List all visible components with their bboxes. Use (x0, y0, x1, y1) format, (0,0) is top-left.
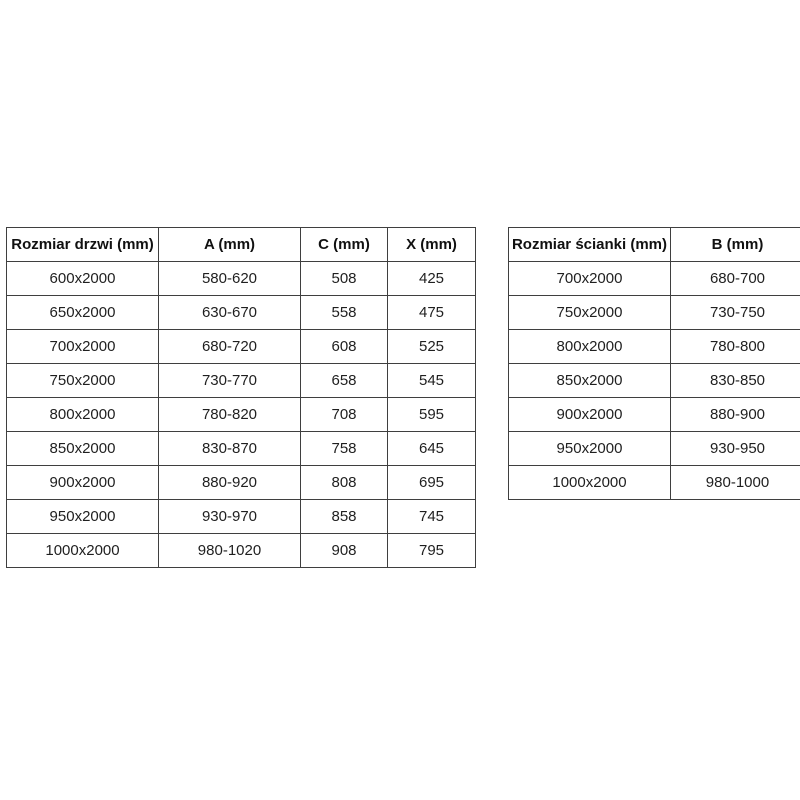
table-cell: 780-820 (159, 398, 301, 432)
table-cell: 680-700 (671, 262, 800, 296)
table-cell: 830-850 (671, 364, 800, 398)
table-cell: 858 (301, 500, 388, 534)
table-cell: 908 (301, 534, 388, 568)
table-cell: 708 (301, 398, 388, 432)
table-cell: 850x2000 (509, 364, 671, 398)
table-row (509, 466, 800, 500)
table-cell: 580-620 (159, 262, 301, 296)
door-size-table (6, 227, 476, 568)
table-cell: 800x2000 (7, 398, 159, 432)
table-cell: 525 (388, 330, 476, 364)
table-cell: 808 (301, 466, 388, 500)
table-row (509, 262, 800, 296)
column-header: Rozmiar drzwi (mm) (7, 228, 159, 262)
table-cell: 950x2000 (7, 500, 159, 534)
table-cell: 425 (388, 262, 476, 296)
table-row (509, 364, 800, 398)
table-row (509, 296, 800, 330)
column-header: Rozmiar ścianki (mm) (509, 228, 671, 262)
table-cell: 880-900 (671, 398, 800, 432)
table-row (509, 398, 800, 432)
table-row (509, 432, 800, 466)
table-cell: 750x2000 (7, 364, 159, 398)
table-cell: 795 (388, 534, 476, 568)
table-cell: 750x2000 (509, 296, 671, 330)
table-row (509, 330, 800, 364)
table-cell: 630-670 (159, 296, 301, 330)
table-cell: 658 (301, 364, 388, 398)
table-cell: 900x2000 (509, 398, 671, 432)
table-cell: 930-950 (671, 432, 800, 466)
table-cell: 545 (388, 364, 476, 398)
table-cell: 1000x2000 (509, 466, 671, 500)
table-cell: 745 (388, 500, 476, 534)
table-cell: 900x2000 (7, 466, 159, 500)
table-cell: 650x2000 (7, 296, 159, 330)
table-cell: 950x2000 (509, 432, 671, 466)
table-row (7, 466, 476, 500)
table-cell: 595 (388, 398, 476, 432)
table-cell: 830-870 (159, 432, 301, 466)
table-cell: 980-1000 (671, 466, 800, 500)
table-cell: 758 (301, 432, 388, 466)
column-header: A (mm) (159, 228, 301, 262)
table-cell: 980-1020 (159, 534, 301, 568)
table-row (7, 262, 476, 296)
table-cell: 930-970 (159, 500, 301, 534)
table-cell: 558 (301, 296, 388, 330)
table-cell: 695 (388, 466, 476, 500)
table-cell: 800x2000 (509, 330, 671, 364)
table-row (7, 330, 476, 364)
table-cell: 880-920 (159, 466, 301, 500)
table-row (7, 364, 476, 398)
table-cell: 608 (301, 330, 388, 364)
table-cell: 645 (388, 432, 476, 466)
table-cell: 850x2000 (7, 432, 159, 466)
table-row (7, 534, 476, 568)
table-cell: 475 (388, 296, 476, 330)
table-row (7, 296, 476, 330)
table-cell: 730-750 (671, 296, 800, 330)
table-cell: 600x2000 (7, 262, 159, 296)
table-cell: 730-770 (159, 364, 301, 398)
table-cell: 1000x2000 (7, 534, 159, 568)
table-cell: 700x2000 (7, 330, 159, 364)
header-row (509, 228, 800, 262)
table-cell: 700x2000 (509, 262, 671, 296)
wall-size-table (508, 227, 800, 500)
column-header: C (mm) (301, 228, 388, 262)
table-row (7, 398, 476, 432)
table-row (7, 500, 476, 534)
column-header: X (mm) (388, 228, 476, 262)
header-row (7, 228, 476, 262)
table-row (7, 432, 476, 466)
column-header: B (mm) (671, 228, 800, 262)
table-cell: 680-720 (159, 330, 301, 364)
table-cell: 508 (301, 262, 388, 296)
table-cell: 780-800 (671, 330, 800, 364)
